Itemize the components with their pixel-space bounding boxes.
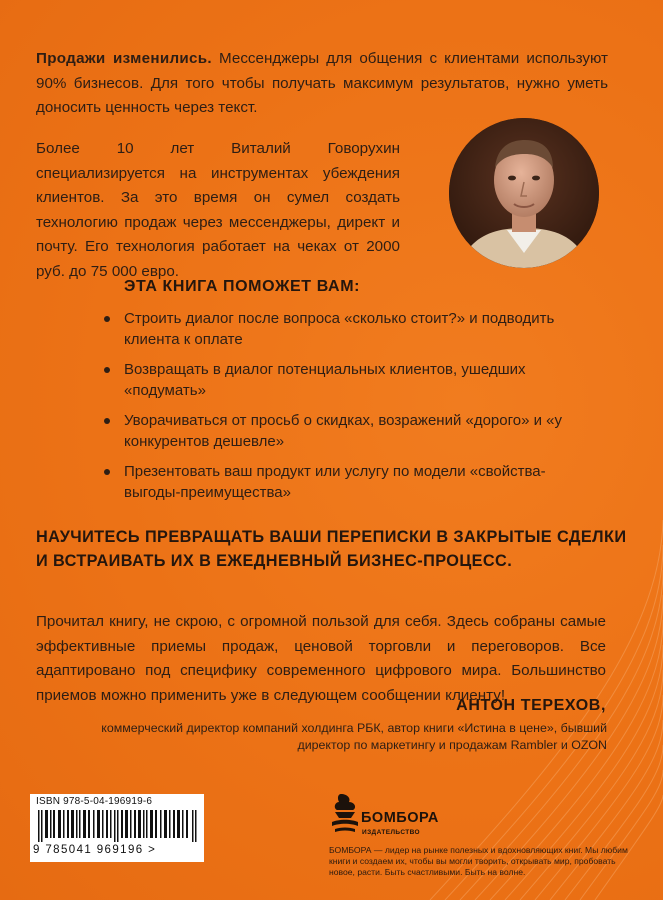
benefits-list: [104, 308, 584, 512]
benefit-text: Возвращать в диалог потенциальных клиентов, ушедших «подумать»: [124, 361, 526, 399]
review-quote: Прочитал книгу, не скрою, с огромной пользой для себя. Здесь собраны самые эффективные приемы продаж, ценовой торговли и переговоров. Все адаптировано под специфику современного цифрового мира. Большинство приемов можно применить уже в следующем сообщении клиенту!: [36, 613, 606, 704]
benefit-item: [104, 461, 584, 503]
author-portrait-illustration: [449, 118, 599, 268]
benefit-item: [104, 410, 584, 452]
review-author: АНТОН ТЕРЕХОВ,: [456, 697, 606, 714]
author-photo: [449, 118, 599, 268]
bullet-icon: [104, 367, 110, 373]
review-author-position: коммерческий директор компаний холдинга РБК, автор книги «Истина в цене», бывший директор по маркетингу и продажам Rambler и OZON: [101, 721, 607, 752]
bullet-icon: [104, 469, 110, 475]
barcode-block: [30, 794, 204, 862]
intro-lead: Продажи изменились.: [36, 50, 212, 67]
benefit-item: [104, 359, 584, 401]
publisher-subtitle: ИЗДАТЕЛЬСТВО: [362, 829, 421, 836]
publisher-name: БОМБОРА: [361, 810, 439, 826]
author-about-paragraph: Более 10 лет Виталий Говорухин специализируется на инструментах убеждения клиентов. За это время он сумел создать технологию продаж через мессенджеры, директ и почту. Его технология работает на чеках от 2000 руб. до 75 000 евро.: [36, 140, 400, 280]
intro-text: Мессенджеры для общения с клиентами используют 90% бизнесов. Для того чтобы получать максимум результатов, нужно уметь доносить ценность через текст.: [36, 50, 608, 116]
bombora-logo-icon: [329, 792, 361, 836]
benefit-text: Презентовать ваш продукт или услугу по модели «свойства-выгоды-преимущества»: [124, 463, 546, 501]
benefits-heading: ЭТА КНИГА ПОМОЖЕТ ВАМ:: [124, 278, 361, 295]
call-to-action: НАУЧИТЕСЬ ПРЕВРАЩАТЬ ВАШИ ПЕРЕПИСКИ В ЗАКРЫТЫЕ СДЕЛКИ И ВСТРАИВАТЬ ИХ В ЕЖЕДНЕВНЫЙ БИЗНЕС-ПРОЦЕСС.: [36, 528, 627, 570]
barcode-icon: [38, 810, 200, 842]
benefit-item: [104, 308, 584, 350]
bullet-icon: [104, 418, 110, 424]
benefit-text: Уворачиваться от просьб о скидках, возражений «дорого» и «у конкурентов дешевле»: [124, 412, 562, 450]
benefit-text: Строить диалог после вопроса «сколько стоит?» и подводить клиента к оплате: [124, 310, 555, 348]
intro-paragraph: [36, 47, 608, 121]
publisher-description: БОМБОРА — лидер на рынке полезных и вдохновляющих книг. Мы любим книги и создаем их, чтобы вы могли творить, открывать мир, пробовать новое, расти. Быть счастливыми. Быть на волне.: [329, 845, 628, 878]
bullet-icon: [104, 316, 110, 322]
ean-number: 9 785041 969196 >: [33, 844, 157, 856]
isbn-number: ISBN 978-5-04-196919-6: [36, 796, 153, 807]
